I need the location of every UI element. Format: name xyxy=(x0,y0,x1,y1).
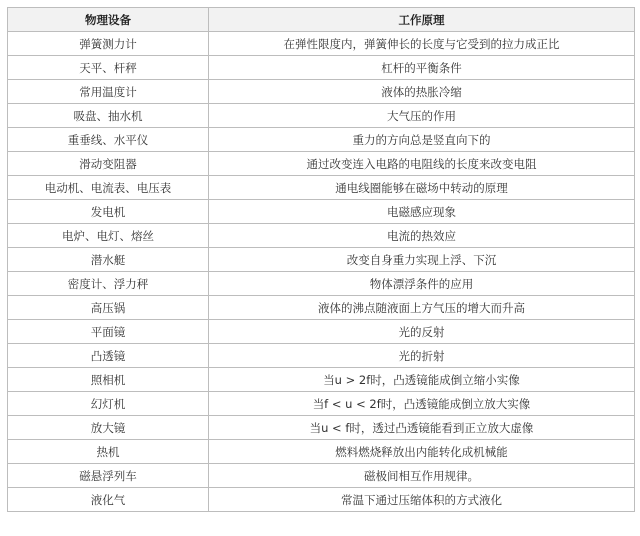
device-cell: 液化气 xyxy=(8,488,209,512)
table-row xyxy=(8,416,635,440)
principle-cell: 当u < f时，透过凸透镜能看到正立放大虚像 xyxy=(209,416,635,440)
device-cell: 密度计、浮力秤 xyxy=(8,272,209,296)
principle-cell: 光的反射 xyxy=(209,320,635,344)
table-row xyxy=(8,56,635,80)
device-cell: 潜水艇 xyxy=(8,248,209,272)
table-row xyxy=(8,32,635,56)
table-body xyxy=(8,32,635,512)
table-row xyxy=(8,368,635,392)
table-row xyxy=(8,80,635,104)
principle-cell: 通电线圈能够在磁场中转动的原理 xyxy=(209,176,635,200)
device-cell: 磁悬浮列车 xyxy=(8,464,209,488)
principle-cell: 在弹性限度内，弹簧伸长的长度与它受到的拉力成正比 xyxy=(209,32,635,56)
device-cell: 重垂线、水平仪 xyxy=(8,128,209,152)
principle-cell: 通过改变连入电路的电阻线的长度来改变电阻 xyxy=(209,152,635,176)
device-cell: 弹簧测力计 xyxy=(8,32,209,56)
table-row xyxy=(8,200,635,224)
principle-cell: 当f < u < 2f时，凸透镜能成倒立放大实像 xyxy=(209,392,635,416)
table-row xyxy=(8,488,635,512)
device-cell: 凸透镜 xyxy=(8,344,209,368)
table-container xyxy=(7,7,634,512)
principle-cell: 液体的热胀冷缩 xyxy=(209,80,635,104)
table-row xyxy=(8,128,635,152)
table-row xyxy=(8,152,635,176)
physics-devices-table xyxy=(7,7,635,512)
device-cell: 发电机 xyxy=(8,200,209,224)
table-row xyxy=(8,320,635,344)
device-cell: 幻灯机 xyxy=(8,392,209,416)
principle-cell: 重力的方向总是竖直向下的 xyxy=(209,128,635,152)
device-cell: 电炉、电灯、熔丝 xyxy=(8,224,209,248)
device-cell: 热机 xyxy=(8,440,209,464)
principle-cell: 当u > 2f时，凸透镜能成倒立缩小实像 xyxy=(209,368,635,392)
device-cell: 滑动变阻器 xyxy=(8,152,209,176)
device-cell: 常用温度计 xyxy=(8,80,209,104)
principle-cell: 常温下通过压缩体积的方式液化 xyxy=(209,488,635,512)
table-header xyxy=(8,8,635,32)
principle-cell: 电流的热效应 xyxy=(209,224,635,248)
device-cell: 天平、杆秤 xyxy=(8,56,209,80)
device-cell: 平面镜 xyxy=(8,320,209,344)
table-row xyxy=(8,392,635,416)
table-row xyxy=(8,440,635,464)
device-cell: 放大镜 xyxy=(8,416,209,440)
principle-cell: 杠杆的平衡条件 xyxy=(209,56,635,80)
table-row xyxy=(8,464,635,488)
principle-cell: 物体漂浮条件的应用 xyxy=(209,272,635,296)
header-row xyxy=(8,8,635,32)
header-device: 物理设备 xyxy=(8,8,209,32)
device-cell: 吸盘、抽水机 xyxy=(8,104,209,128)
table-row xyxy=(8,296,635,320)
table-row xyxy=(8,344,635,368)
principle-cell: 改变自身重力实现上浮、下沉 xyxy=(209,248,635,272)
principle-cell: 光的折射 xyxy=(209,344,635,368)
principle-cell: 大气压的作用 xyxy=(209,104,635,128)
device-cell: 电动机、电流表、电压表 xyxy=(8,176,209,200)
table-row xyxy=(8,272,635,296)
table-row xyxy=(8,104,635,128)
principle-cell: 燃料燃烧释放出内能转化成机械能 xyxy=(209,440,635,464)
principle-cell: 液体的沸点随液面上方气压的增大而升高 xyxy=(209,296,635,320)
table-row xyxy=(8,224,635,248)
device-cell: 照相机 xyxy=(8,368,209,392)
table-row xyxy=(8,248,635,272)
principle-cell: 电磁感应现象 xyxy=(209,200,635,224)
header-principle: 工作原理 xyxy=(209,8,635,32)
table-row xyxy=(8,176,635,200)
principle-cell: 磁极间相互作用规律。 xyxy=(209,464,635,488)
device-cell: 高压锅 xyxy=(8,296,209,320)
